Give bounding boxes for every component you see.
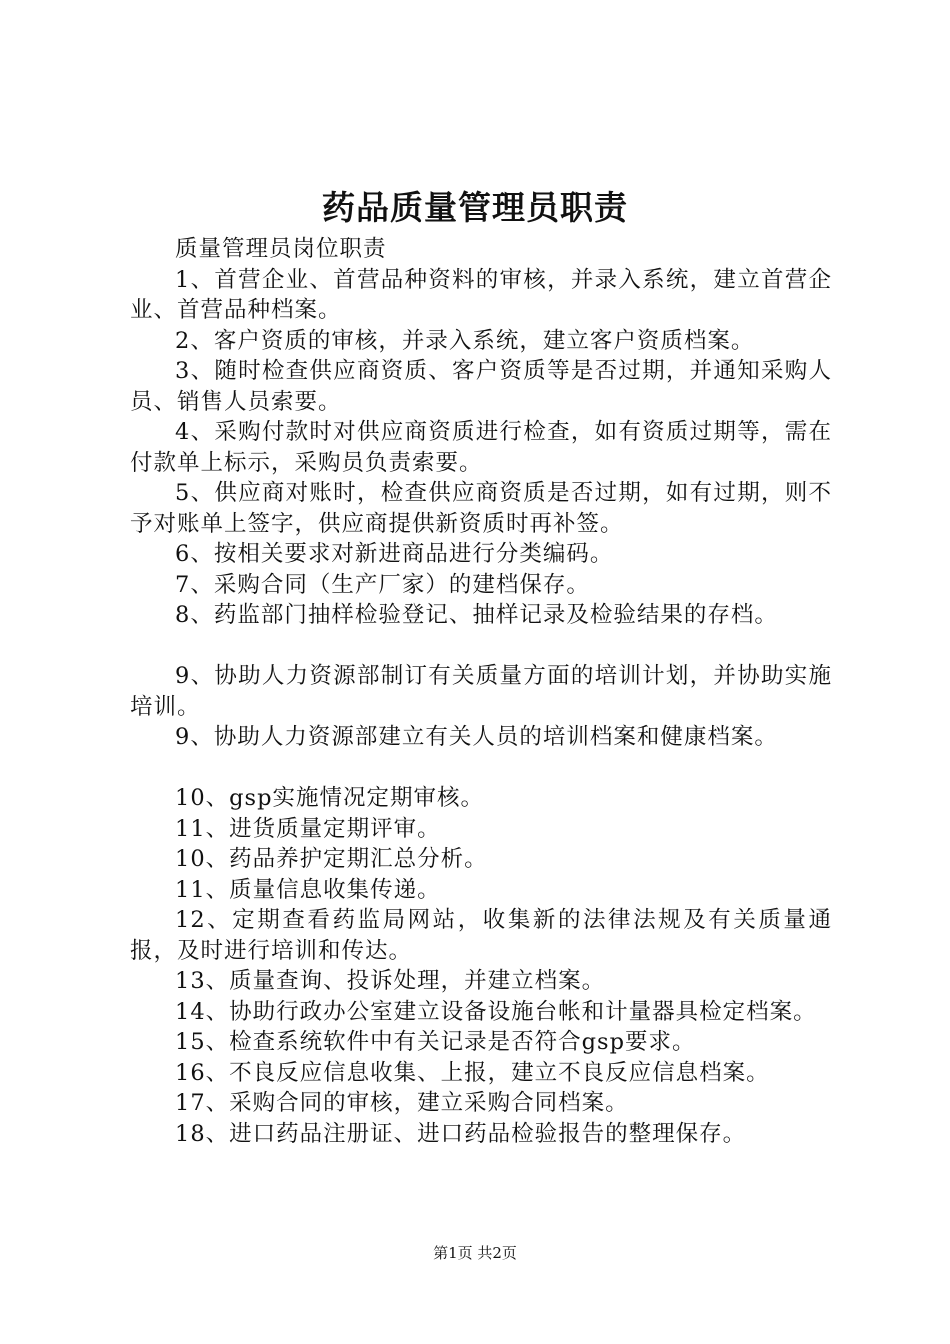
- paragraph-item-8: 8、药监部门抽样检验登记、抽样记录及检验结果的存档。: [175, 602, 778, 628]
- paragraph-item-18: 18、进口药品注册证、进口药品检验报告的整理保存。: [175, 1120, 747, 1147]
- paragraph-item-6: 6、按相关要求对新进商品进行分类编码。: [175, 541, 614, 567]
- paragraph-item-5: 5、供应商对账时，检查供应商资质是否过期，如有过期，则不予对账单上签字，供应商提供新资质时再补签。: [130, 480, 832, 537]
- paragraph-item-7: 7、采购合同（生产厂家）的建档保存。: [175, 571, 590, 598]
- paragraph-item-9a: 9、协助人力资源部制订有关质量方面的培训计划，并协助实施培训。: [130, 663, 832, 720]
- paragraph-item-4: 4、采购付款时对供应商资质进行检查，如有资质过期等，需在付款单上标示，采购员负责索要。: [130, 419, 832, 476]
- paragraph-item-16: 16、不良反应信息收集、上报，建立不良反应信息档案。: [175, 1059, 770, 1086]
- document-title: 药品质量管理员职责: [322, 188, 628, 227]
- paragraph-item-2: 2、客户资质的审核，并录入系统，建立客户资质档案。: [175, 327, 755, 354]
- paragraph-item-15: 15、检查系统软件中有关记录是否符合gsp要求。: [175, 1029, 696, 1055]
- paragraph-item-13: 13、质量查询、投诉处理，并建立档案。: [175, 968, 606, 994]
- paragraph-item-14: 14、协助行政办公室建立设备设施台帐和计量器具检定档案。: [175, 998, 817, 1025]
- paragraph-item-3: 3、随时检查供应商资质、客户资质等是否过期，并通知采购人员、销售人员索要。: [130, 358, 832, 415]
- paragraph-item-1: 1、首营企业、首营品种资料的审核，并录入系统，建立首营企业、首营品种档案。: [130, 266, 832, 323]
- page-footer: 第1页 共2页: [433, 1244, 517, 1262]
- paragraph-item-10b: 10、药品养护定期汇总分析。: [175, 846, 488, 872]
- document-body: [130, 234, 832, 1149]
- paragraph-item-17: 17、采购合同的审核，建立采购合同档案。: [175, 1090, 629, 1116]
- paragraph-heading: 质量管理员岗位职责: [175, 236, 387, 262]
- paragraph-item-11a: 11、进货质量定期评审。: [175, 815, 441, 842]
- paragraph-item-12: 12、定期查看药监局网站，收集新的法律法规及有关质量通报，及时进行培训和传达。: [130, 907, 832, 964]
- paragraph-item-10a: 10、gsp实施情况定期审核。: [175, 785, 484, 811]
- paragraph-item-9b: 9、协助人力资源部建立有关人员的培训档案和健康档案。: [175, 724, 778, 750]
- paragraph-item-11b: 11、质量信息收集传递。: [175, 876, 441, 903]
